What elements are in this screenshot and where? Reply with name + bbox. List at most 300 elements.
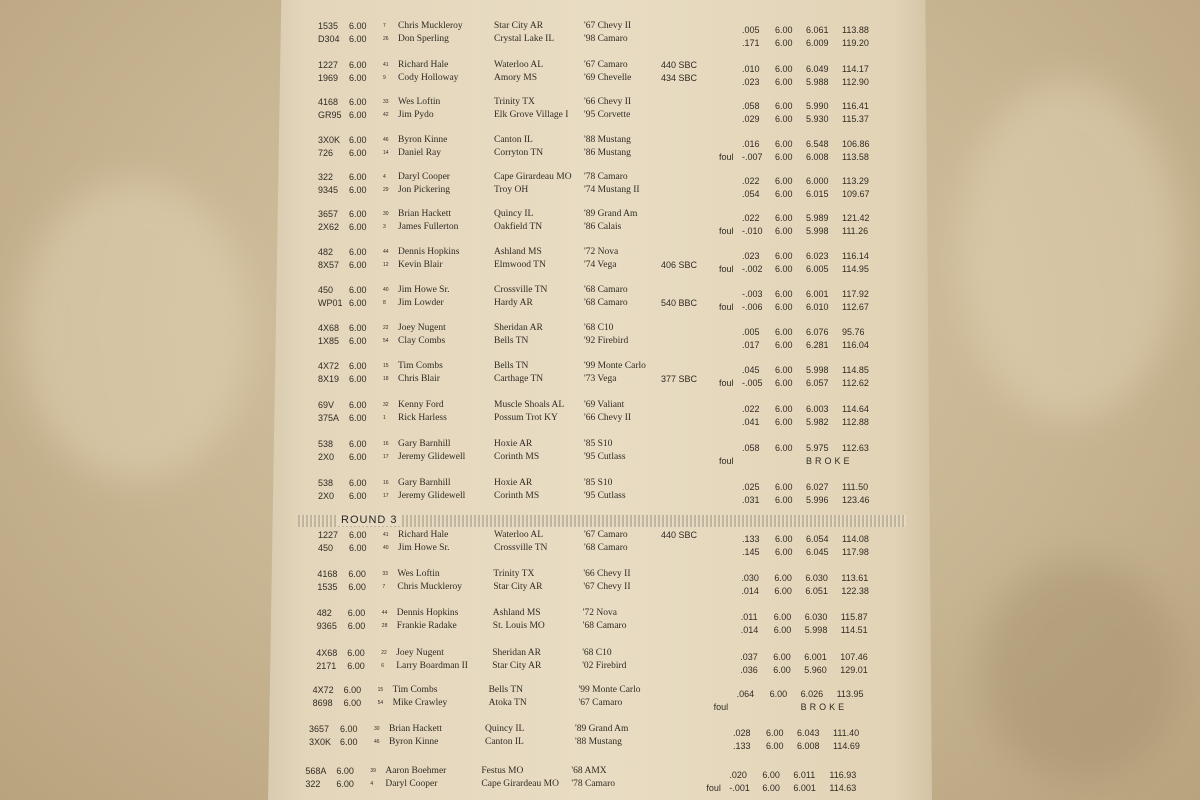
vehicle: '67 Chevy II (584, 21, 632, 31)
car-number: 4X68 (316, 648, 338, 658)
dial-in-result: 6.00 (762, 770, 780, 780)
speed-mph: 116.04 (842, 340, 869, 350)
hometown: Quincy IL (494, 209, 534, 219)
car-number: 482 (316, 608, 332, 618)
hometown: Star City AR (494, 21, 544, 31)
lane-number: 33 (383, 99, 389, 105)
engine: 406 SBC (661, 260, 698, 270)
dial-in: 6.00 (349, 478, 367, 488)
reaction-time: .058 (742, 101, 760, 111)
hometown: Star City AR (492, 661, 542, 671)
dial-in-result: 6.00 (773, 612, 792, 622)
car-number: 1227 (318, 530, 339, 540)
dial-in: 6.00 (343, 698, 362, 708)
dial-in: 6.00 (348, 569, 366, 579)
lane-number: 7 (382, 584, 386, 590)
dial-in: 6.00 (343, 685, 362, 695)
dial-in-result: 6.00 (775, 482, 793, 492)
hometown: Elk Grove Village I (494, 110, 569, 120)
driver-name: Brian Hackett (389, 724, 443, 734)
dial-in-result: 6.00 (775, 443, 793, 453)
car-number: 4X72 (312, 685, 334, 695)
vehicle: '68 Camaro (582, 621, 627, 631)
hometown: Corinth MS (494, 491, 540, 501)
dial-in: 6.00 (349, 298, 367, 308)
car-number: 450 (318, 285, 334, 295)
elapsed-time: 6.045 (806, 547, 829, 557)
dial-in-result: 6.00 (775, 139, 793, 149)
reaction-time: .022 (742, 404, 760, 414)
car-number: 2171 (316, 661, 337, 671)
speed-mph: 122.38 (841, 586, 869, 596)
hometown: Waterloo AL (494, 60, 544, 70)
lane-number: 16 (383, 480, 389, 486)
dial-in: 6.00 (349, 73, 367, 83)
lane-number: 30 (383, 211, 389, 217)
dial-in: 6.00 (336, 779, 354, 789)
hometown: Trinity TX (493, 569, 535, 579)
foul-note: foul (713, 702, 729, 712)
elapsed-time: 6.023 (806, 251, 829, 261)
elapsed-time: 6.281 (806, 340, 829, 350)
dial-in-result: 6.00 (775, 176, 793, 186)
dial-in: 6.00 (349, 285, 367, 295)
speed-mph: 107.46 (840, 652, 868, 662)
foul-note: foul (719, 302, 734, 312)
lane-number: 44 (383, 249, 389, 255)
reaction-time: -.005 (742, 378, 763, 388)
car-number: 3657 (309, 724, 330, 734)
driver-name: Jon Pickering (398, 185, 450, 195)
hometown: St. Louis MO (492, 621, 545, 631)
reaction-time: .064 (736, 689, 755, 699)
vehicle: '66 Chevy II (583, 569, 631, 579)
vehicle: '78 Camaro (571, 779, 616, 789)
lane-number: 18 (383, 376, 389, 382)
reaction-time: .022 (742, 213, 760, 223)
foul-note: foul (719, 264, 734, 274)
lane-number: 15 (377, 687, 384, 693)
dial-in: 6.00 (349, 413, 367, 423)
car-number: 1227 (318, 60, 339, 70)
driver-name: Don Sperling (398, 34, 449, 44)
vehicle: '98 Camaro (584, 34, 628, 44)
reaction-time: .005 (742, 25, 760, 35)
car-number: 3X0K (309, 737, 332, 747)
hometown: Star City AR (493, 582, 543, 592)
reaction-time: .058 (742, 443, 760, 453)
lane-number: 17 (383, 493, 389, 499)
reaction-time: .031 (742, 495, 760, 505)
reaction-time: .037 (740, 652, 758, 662)
reaction-time: .028 (733, 728, 751, 738)
vehicle: '67 Camaro (584, 60, 628, 70)
car-number: 4168 (317, 569, 338, 579)
dial-in-result: 6.00 (775, 101, 793, 111)
driver-name: Kevin Blair (398, 260, 443, 270)
elapsed-time: 5.960 (804, 665, 827, 675)
lane-number: 28 (381, 623, 388, 629)
dial-in: 6.00 (349, 148, 367, 158)
driver-name: Byron Kinne (398, 135, 448, 145)
reaction-time: -.006 (742, 302, 763, 312)
speed-mph: 112.90 (842, 77, 869, 87)
driver-name: Brian Hackett (398, 209, 452, 219)
dial-in-result: 6.00 (769, 689, 788, 699)
speed-mph: 112.63 (842, 443, 869, 453)
speed-mph: 114.85 (842, 365, 869, 375)
lane-number: 1 (383, 415, 386, 421)
reaction-time: .023 (742, 251, 760, 261)
hometown: Ashland MS (494, 247, 542, 257)
car-number: WP01 (318, 298, 343, 308)
driver-name: Richard Hale (398, 530, 449, 540)
hometown: Quincy IL (485, 724, 525, 734)
speed-mph: 112.88 (842, 417, 869, 427)
hometown: Cape Girardeau MO (481, 779, 559, 789)
elapsed-time: 6.026 (800, 689, 824, 699)
reaction-time: .029 (742, 114, 760, 124)
car-number: 8698 (312, 698, 333, 708)
hometown: Muscle Shoals AL (494, 400, 565, 410)
elapsed-time: 5.998 (806, 226, 829, 236)
dial-in: 6.00 (349, 135, 367, 145)
hometown: Sheridan AR (492, 648, 542, 658)
dial-in-result: 6.00 (775, 378, 793, 388)
dial-in-result: 6.00 (775, 25, 793, 35)
speed-mph: 117.92 (842, 289, 869, 299)
lane-number: 32 (383, 402, 389, 408)
vehicle: '88 Mustang (584, 135, 631, 145)
car-number: 1535 (317, 582, 338, 592)
hometown: Waterloo AL (494, 530, 544, 540)
reaction-time: -.003 (742, 289, 763, 299)
speed-mph: 121.42 (842, 213, 870, 223)
vehicle: '95 Cutlass (584, 491, 626, 501)
car-number: 3657 (318, 209, 339, 219)
speed-mph: 114.17 (842, 64, 869, 74)
dial-in-result: 6.00 (775, 495, 793, 505)
speed-mph: 114.69 (833, 741, 860, 751)
speed-mph: 116.93 (829, 770, 857, 780)
dial-in: 6.00 (349, 110, 367, 120)
hometown: Canton IL (485, 737, 524, 747)
lane-number: 40 (383, 545, 389, 551)
car-number: 9345 (318, 185, 339, 195)
car-number: 538 (318, 478, 334, 488)
dial-in-result: 6.00 (775, 417, 793, 427)
dial-in: 6.00 (347, 608, 366, 618)
engine: 377 SBC (661, 374, 698, 384)
elapsed-time: 6.001 (793, 783, 816, 793)
car-number: 69V (318, 400, 335, 410)
reaction-time: .023 (742, 77, 760, 87)
speed-mph: 114.08 (842, 534, 869, 544)
driver-name: Mike Crawley (392, 698, 448, 708)
reaction-time: .016 (742, 139, 760, 149)
car-number: 1535 (318, 21, 339, 31)
reaction-time: .017 (742, 340, 760, 350)
dial-in-result: 6.00 (766, 741, 784, 751)
lane-number: 9 (383, 75, 386, 81)
dial-in-result: 6.00 (775, 226, 793, 236)
dial-in-result: 6.00 (775, 213, 793, 223)
speed-mph: 111.26 (842, 226, 869, 236)
hometown: Corryton TN (494, 148, 544, 158)
driver-name: Cody Holloway (398, 73, 459, 83)
car-number: 726 (318, 148, 334, 158)
car-number: 8X57 (318, 260, 340, 270)
vehicle: '86 Calais (584, 222, 622, 232)
dial-in: 6.00 (349, 400, 367, 410)
speed-mph: 112.62 (842, 378, 869, 388)
elapsed-time: 5.975 (806, 443, 829, 453)
elapsed-time: 6.011 (793, 770, 816, 780)
vehicle: '68 C10 (582, 648, 612, 658)
lane-number: 17 (383, 454, 389, 460)
elapsed-time: BROKE (806, 456, 853, 466)
dial-in: 6.00 (347, 621, 366, 631)
lane-number: 39 (370, 768, 376, 774)
lane-number: 54 (383, 338, 389, 344)
speed-mph: 111.40 (833, 728, 860, 738)
hometown: Elmwood TN (494, 260, 546, 270)
dial-in: 6.00 (349, 260, 367, 270)
hometown: Cape Girardeau MO (494, 172, 572, 182)
lane-number: 46 (383, 137, 389, 143)
driver-name: Aaron Boehmer (385, 766, 447, 776)
car-number: 2X62 (318, 222, 340, 232)
elapsed-time: 6.030 (805, 573, 828, 583)
speed-mph: 115.37 (842, 114, 869, 124)
dial-in: 6.00 (349, 97, 367, 107)
engine: 440 SBC (661, 530, 698, 540)
speed-mph: 117.98 (842, 547, 869, 557)
dial-in: 6.00 (349, 361, 367, 371)
elapsed-time: BROKE (800, 702, 848, 712)
driver-name: Dennis Hopkins (396, 608, 459, 618)
driver-name: Clay Combs (398, 336, 446, 346)
elapsed-time: 5.989 (806, 213, 829, 223)
elapsed-time: 5.990 (806, 101, 829, 111)
hometown: Trinity TX (494, 97, 535, 107)
dial-in: 6.00 (349, 60, 367, 70)
driver-name: Daryl Cooper (398, 172, 450, 182)
round-heading: ROUND 3 (338, 514, 401, 526)
reaction-time: .171 (742, 38, 760, 48)
vehicle: '68 Camaro (584, 298, 628, 308)
driver-name: Daniel Ray (398, 148, 442, 158)
speed-mph: 114.95 (842, 264, 869, 274)
elapsed-time: 5.988 (806, 77, 829, 87)
reaction-time: -.002 (742, 264, 763, 274)
dial-in: 6.00 (349, 185, 367, 195)
dial-in: 6.00 (349, 209, 367, 219)
vehicle: '66 Chevy II (584, 413, 632, 423)
lane-number: 4 (383, 174, 386, 180)
driver-name: Dennis Hopkins (398, 247, 460, 257)
lane-number: 22 (381, 650, 387, 656)
dial-in-result: 6.00 (775, 38, 793, 48)
vehicle: '02 Firebird (582, 661, 627, 671)
reaction-time: .022 (742, 176, 760, 186)
elapsed-time: 6.009 (806, 38, 829, 48)
car-number: 8X19 (318, 374, 340, 384)
dial-in: 6.00 (349, 21, 367, 31)
elapsed-time: 6.057 (806, 378, 829, 388)
hometown: Festus MO (481, 766, 524, 776)
driver-name: Jeremy Glidewell (398, 491, 466, 501)
elapsed-time: 6.051 (805, 586, 828, 596)
reaction-time: .030 (741, 573, 759, 583)
speed-mph: 114.63 (829, 783, 857, 793)
reaction-time: -.007 (742, 152, 763, 162)
hometown: Corinth MS (494, 452, 540, 462)
dial-in-result: 6.00 (775, 77, 793, 87)
dial-in: 6.00 (347, 661, 365, 671)
car-number: 3X0K (318, 135, 341, 145)
car-number: 4168 (318, 97, 339, 107)
speed-mph: 113.58 (842, 152, 869, 162)
driver-name: Jim Howe Sr. (398, 543, 450, 553)
dial-in-result: 6.00 (775, 327, 793, 337)
hometown: Bells TN (488, 685, 523, 695)
vehicle: '95 Cutlass (584, 452, 626, 462)
dial-in-result: 6.00 (775, 302, 793, 312)
car-number: 2X0 (318, 491, 335, 501)
lane-number: 26 (383, 36, 389, 42)
car-number: 322 (305, 779, 321, 789)
elapsed-time: 5.998 (806, 365, 829, 375)
dial-in: 6.00 (348, 582, 366, 592)
reaction-time: -.010 (742, 226, 763, 236)
dial-in: 6.00 (347, 648, 365, 658)
reaction-time: -.001 (729, 783, 750, 793)
dial-in-result: 6.00 (775, 189, 793, 199)
car-number: 4X68 (318, 323, 340, 333)
elapsed-time: 6.001 (806, 289, 829, 299)
hometown: Crossville TN (494, 285, 548, 295)
hometown: Carthage TN (494, 374, 544, 384)
driver-name: Wes Loftin (398, 97, 441, 107)
elapsed-time: 6.076 (806, 327, 829, 337)
elapsed-time: 6.043 (797, 728, 820, 738)
driver-name: Wes Loftin (397, 569, 440, 579)
dial-in-result: 6.00 (773, 652, 791, 662)
elapsed-time: 6.030 (804, 612, 828, 622)
driver-name: Jim Howe Sr. (398, 285, 450, 295)
reaction-time: .014 (740, 625, 759, 635)
vehicle: '74 Mustang II (584, 185, 640, 195)
dial-in-result: 6.00 (775, 289, 793, 299)
driver-name: Kenny Ford (398, 400, 444, 410)
vehicle: '68 Camaro (584, 543, 628, 553)
foul-note: foul (719, 378, 734, 388)
car-number: 1969 (318, 73, 339, 83)
lane-number: 6 (381, 663, 384, 669)
elapsed-time: 5.996 (806, 495, 829, 505)
hometown: Hoxie AR (494, 439, 533, 449)
lane-number: 22 (383, 325, 389, 331)
dial-in-result: 6.00 (775, 152, 793, 162)
elapsed-time: 6.054 (806, 534, 829, 544)
lane-number: 46 (374, 739, 380, 745)
elapsed-time: 6.061 (806, 25, 829, 35)
car-number: D304 (318, 34, 340, 44)
vehicle: '85 S10 (584, 439, 613, 449)
car-number: 1X85 (318, 336, 340, 346)
speed-mph: 114.51 (840, 625, 868, 635)
driver-name: Gary Barnhill (398, 439, 451, 449)
dial-in-result: 6.00 (773, 625, 792, 635)
elapsed-time: 6.008 (806, 152, 829, 162)
hometown: Bells TN (494, 361, 529, 371)
dial-in-result: 6.00 (775, 534, 793, 544)
speed-mph: 106.86 (842, 139, 870, 149)
reaction-time: .036 (740, 665, 758, 675)
car-number: 4X72 (318, 361, 340, 371)
hometown: Possum Trot KY (494, 413, 558, 423)
elapsed-time: 5.998 (804, 625, 828, 635)
lane-number: 8 (383, 300, 386, 306)
engine: 434 SBC (661, 73, 698, 83)
driver-name: Jeremy Glidewell (398, 452, 466, 462)
foul-note: foul (719, 456, 734, 466)
dial-in: 6.00 (349, 172, 367, 182)
elapsed-time: 6.027 (806, 482, 829, 492)
vehicle: '74 Vega (584, 260, 617, 270)
reaction-time: .014 (741, 586, 759, 596)
lane-number: 7 (383, 23, 386, 29)
driver-name: Larry Boardman II (396, 661, 468, 671)
hometown: Amory MS (494, 73, 538, 83)
dial-in-result: 6.00 (775, 64, 793, 74)
dial-in-result: 6.00 (775, 365, 793, 375)
elapsed-time: 6.015 (806, 189, 829, 199)
speed-mph: 123.46 (842, 495, 870, 505)
dial-in: 6.00 (349, 543, 367, 553)
hometown: Sheridan AR (494, 323, 543, 333)
reaction-time: .145 (742, 547, 760, 557)
dial-in: 6.00 (349, 34, 367, 44)
vehicle: '67 Camaro (578, 698, 623, 708)
hometown: Hoxie AR (494, 478, 533, 488)
car-number: 538 (318, 439, 334, 449)
speed-mph: 113.61 (841, 573, 869, 583)
lane-number: 16 (383, 441, 389, 447)
driver-name: Frankie Radake (396, 621, 457, 631)
dial-in: 6.00 (349, 247, 367, 257)
lane-number: 40 (383, 287, 389, 293)
hometown: Oakfield TN (494, 222, 543, 232)
dial-in-result: 6.00 (773, 665, 791, 675)
speed-mph: 116.41 (842, 101, 869, 111)
speed-mph: 116.14 (842, 251, 869, 261)
hometown: Canton IL (494, 135, 533, 145)
driver-name: Joey Nugent (396, 648, 444, 658)
driver-name: Chris Muckleroy (397, 582, 463, 592)
reaction-time: .005 (742, 327, 760, 337)
speed-mph: 95.76 (842, 327, 865, 337)
driver-name: Gary Barnhill (398, 478, 451, 488)
dial-in: 6.00 (349, 336, 367, 346)
car-number: 450 (318, 543, 334, 553)
hometown: Crystal Lake IL (494, 34, 555, 44)
elapsed-time: 6.001 (804, 652, 827, 662)
vehicle: '66 Chevy II (584, 97, 632, 107)
car-number: 9365 (316, 621, 337, 631)
car-number: 568A (305, 766, 327, 776)
